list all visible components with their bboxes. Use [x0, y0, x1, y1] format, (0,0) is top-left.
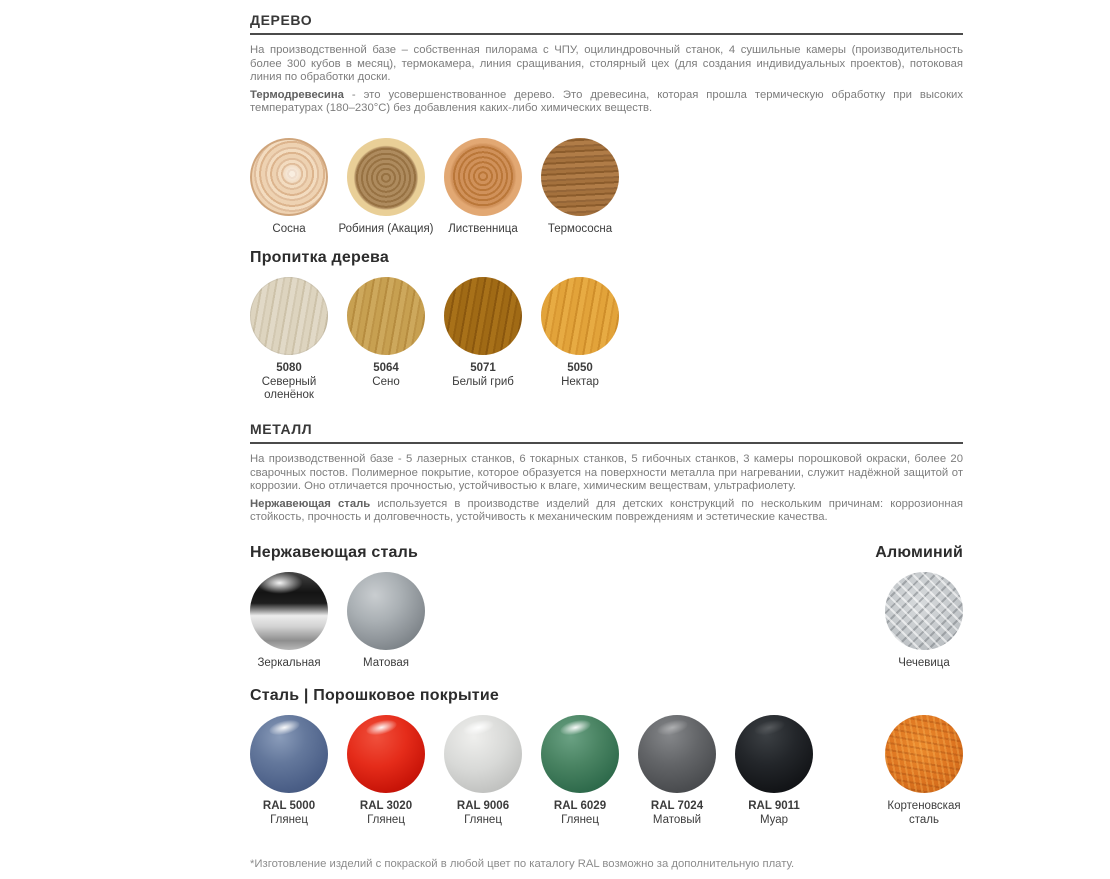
- wood-swatch-pine: [250, 138, 328, 237]
- impregnation-swatch-5050: [541, 277, 619, 403]
- swatch-label: Зеркальная: [257, 656, 321, 669]
- wood-swatch-larch: [444, 138, 522, 237]
- swatch-label: Чечевица: [898, 656, 950, 669]
- metal-section-title: МЕТАЛЛ: [250, 420, 313, 437]
- swatch-code: RAL 3020: [359, 800, 413, 813]
- robinia-cut-image: [347, 138, 425, 216]
- swatch-label: [524, 800, 636, 827]
- swatch-name: Сено: [372, 375, 400, 388]
- swatch-name: Нектар: [561, 375, 599, 388]
- swatch-label: [330, 800, 442, 827]
- metal-paragraph-1: На производственной базе - 5 лазерных станков, 6 токарных станков, 5 гибочных станков, 3 камеры порошковой окраски, более 20 сварочных постов. Полимерное покрытие, которое образуется на поверхности металла при нагревании, служит надёжной защитой от коррозии. Оно отличается прочностью, устойчивостью к влаге, химическим веществам, ультрафиолету.: [250, 452, 963, 493]
- impregnation-5080-image: [250, 277, 328, 355]
- swatch-label: Робиния (Акация): [338, 222, 434, 235]
- swatch-label: [439, 362, 527, 389]
- swatch-code: RAL 6029: [553, 800, 607, 813]
- powder-swatch-ral7024: [638, 715, 716, 827]
- swatch-label: Сосна: [272, 222, 306, 235]
- powder-swatch-ral5000: [250, 715, 328, 827]
- aluminium-swatch-lentil: [885, 562, 963, 671]
- ral-5000-ball-image: [250, 715, 328, 793]
- impregnation-swatch-5064: [347, 277, 425, 403]
- matte-steel-sphere-image: [347, 572, 425, 650]
- pine-cut-image: [250, 138, 328, 216]
- powder-swatch-ral9006: [444, 715, 522, 827]
- wood-paragraph-2: [250, 89, 963, 116]
- swatch-finish: Глянец: [464, 813, 502, 826]
- ral-7024-ball-image: [638, 715, 716, 793]
- swatch-label: [427, 800, 539, 827]
- ral-9011-ball-image: [735, 715, 813, 793]
- swatch-code: 5071: [470, 362, 496, 375]
- wood-swatch-row: [250, 138, 963, 237]
- swatch-label: Матовая: [363, 656, 409, 669]
- stainless-swatch-mirror: [250, 572, 328, 671]
- aluminium-column: [875, 543, 963, 671]
- impregnation-swatch-row: [250, 277, 963, 403]
- swatch-label: [536, 362, 624, 389]
- ral-3020-ball-image: [347, 715, 425, 793]
- swatch-finish: Глянец: [367, 813, 405, 826]
- swatch-finish: Муар: [759, 813, 789, 826]
- swatch-code: 5050: [567, 362, 593, 375]
- swatch-label: [718, 800, 830, 827]
- swatch-label: Лиственница: [448, 222, 518, 235]
- wood-section-title: ДЕРЕВО: [250, 12, 313, 28]
- swatch-finish: Матовый: [652, 813, 702, 826]
- swatch-finish: Глянец: [270, 813, 308, 826]
- impregnation-5064-image: [347, 277, 425, 355]
- swatch-code: RAL 5000: [262, 800, 316, 813]
- catalog-page: [250, 0, 963, 870]
- diamond-plate-image: [885, 572, 963, 650]
- swatch-name: Северный оленёнок: [261, 375, 317, 402]
- swatch-code: 5080: [276, 362, 302, 375]
- wood-paragraph-1: На производственной базе – собственная пилорама с ЧПУ, оцилиндровочный станок, 4 сушильные камеры (производительность более 300 кубов в месяц), термокамера, линия сращивания, столярный цех (для создания индивидуальных проектов), потоковая линия по обработки доски.: [250, 44, 963, 84]
- powder-swatch-corten: [885, 715, 963, 827]
- swatch-label: [621, 800, 733, 827]
- metal-section: [250, 421, 963, 870]
- powder-swatch-ral3020: [347, 715, 425, 827]
- stainless-column: [250, 544, 425, 671]
- impregnation-5071-image: [444, 277, 522, 355]
- impregnation-5050-image: [541, 277, 619, 355]
- stainless-swatch-row: [250, 572, 425, 671]
- swatch-label: [245, 362, 333, 403]
- ral-6029-ball-image: [541, 715, 619, 793]
- larch-cut-image: [444, 138, 522, 216]
- swatch-code: RAL 9011: [748, 800, 800, 813]
- swatch-label: [342, 362, 430, 389]
- impregnation-title: Пропитка дерева: [250, 249, 389, 267]
- thermopine-image: [541, 138, 619, 216]
- powder-swatch-row: [250, 715, 963, 827]
- stainless-term: Нержавеющая сталь: [250, 497, 371, 510]
- metal-paragraph-2: [250, 498, 963, 525]
- swatch-code: RAL 7024: [650, 800, 704, 813]
- ral-9006-ball-image: [444, 715, 522, 793]
- impregnation-swatch-5071: [444, 277, 522, 403]
- wood-swatch-thermopine: [541, 138, 619, 237]
- wood-section-divider: [250, 33, 963, 35]
- swatch-finish: Глянец: [561, 813, 599, 826]
- ral-footnote: *Изготовление изделий с покраской в любой цвет по каталогу RAL возможно за дополнительную плату.: [250, 858, 795, 871]
- swatch-label: Термососна: [547, 222, 613, 235]
- powder-swatch-ral6029: [541, 715, 619, 827]
- metal-section-divider: [250, 442, 963, 444]
- corten-steel-image: [885, 715, 963, 793]
- thermowood-term: Термодревесина: [250, 88, 344, 101]
- powder-swatch-ral9011: [735, 715, 813, 827]
- swatch-code: 5064: [373, 362, 399, 375]
- wood-swatch-robinia: [338, 138, 434, 237]
- swatch-code: RAL 9006: [456, 800, 510, 813]
- mirror-steel-sphere-image: [250, 572, 328, 650]
- impregnation-swatch-5080: [250, 277, 328, 403]
- swatch-label: Кортеновская сталь: [887, 800, 961, 826]
- stainless-swatch-matte: [347, 572, 425, 671]
- stainless-title: Нержавеющая сталь: [250, 543, 419, 561]
- thermowood-definition: - это усовершенствованное дерево. Это древесина, которая прошла термическую обработку при высоких температурах (180–230°С) без добавления каких-либо химических веществ.: [250, 88, 963, 115]
- powder-coating-title: Сталь | Порошковое покрытие: [250, 687, 499, 705]
- stainless-aluminium-block: [250, 544, 963, 671]
- wood-section: [250, 12, 963, 403]
- stainless-definition: используется в производстве изделий для детских конструкций по нескольким причинам: коррозионная стойкость, прочность и долговечность, устойчивость к механическим повреждениям и эстетические качества.: [250, 497, 963, 524]
- swatch-label: [233, 800, 345, 827]
- aluminium-title: Алюминий: [875, 543, 963, 561]
- swatch-name: Белый гриб: [452, 375, 514, 388]
